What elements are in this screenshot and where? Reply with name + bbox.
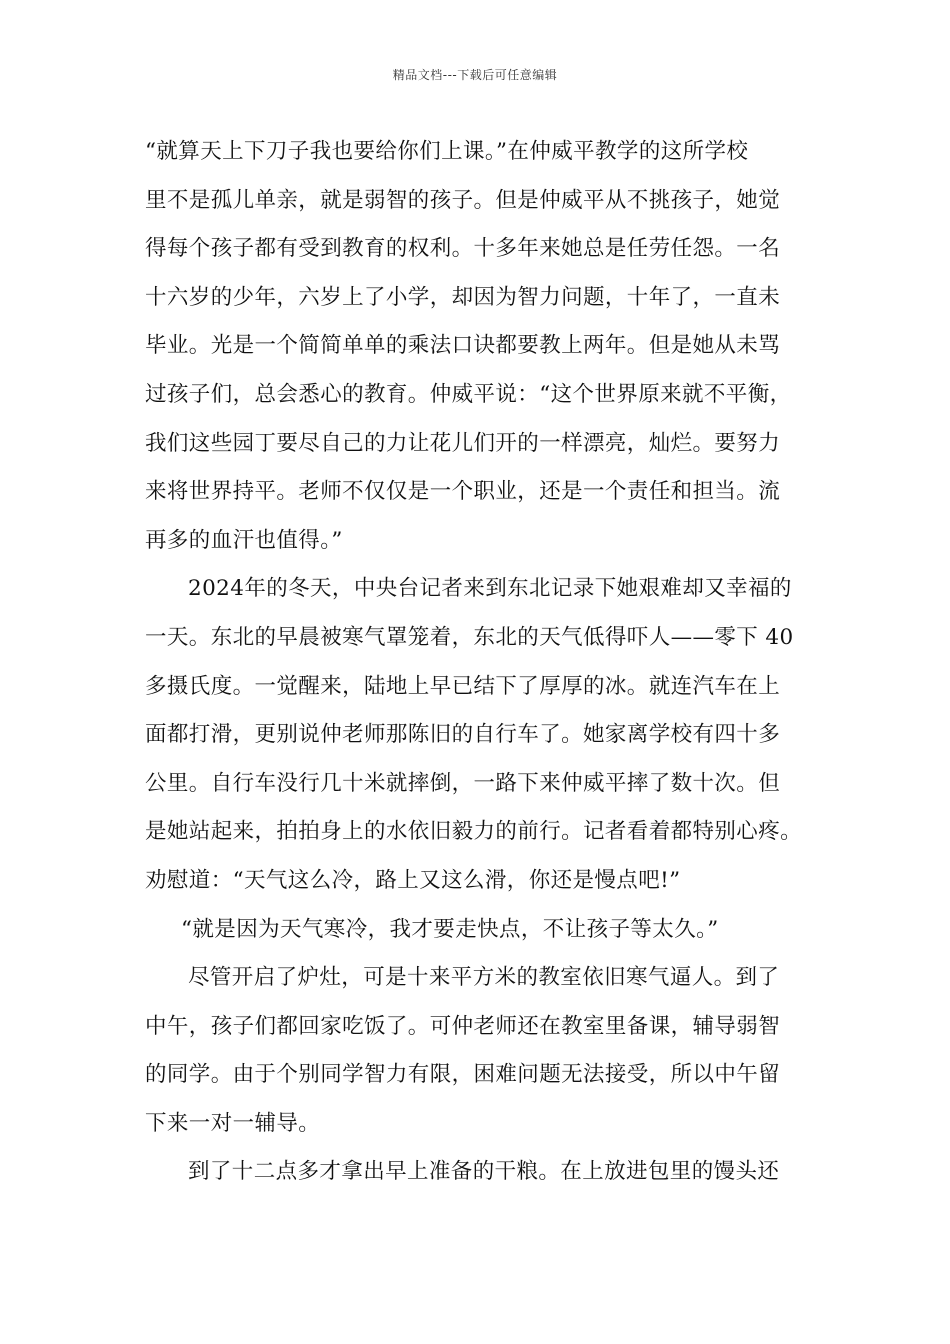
text-line: 过孩子们，总会悉心的教育。仲威平说：“这个世界原来就不平衡，	[145, 381, 792, 407]
text-line: 公里。自行车没行几十米就摔倒，一路下来仲威平摔了数十次。但	[145, 770, 781, 796]
text-line: 劝慰道：“天气这么冷，路上又这么滑，你还是慢点吧!”	[145, 867, 681, 893]
paragraph-start-line: 2024年的冬天，中央台记者来到东北记录下她艰难却又幸福的	[188, 576, 792, 602]
text-line: 我们这些园丁要尽自己的力让花儿们开的一样漂亮，灿烂。要努力	[145, 430, 781, 456]
text-line: 毕业。光是一个简简单单的乘法口诀都要教上两年。但是她从未骂	[145, 333, 781, 359]
text-line: 来将世界持平。老师不仅仅是一个职业，还是一个责任和担当。流	[145, 479, 781, 505]
text-line: 是她站起来，拍拍身上的水依旧毅力的前行。记者看着都特别心疼。	[145, 819, 803, 845]
paragraph-start-line: 到了十二点多才拿出早上准备的干粮。在上放进包里的馒头还	[188, 1159, 780, 1185]
text-line: 面都打滑，更别说仲老师那陈旧的自行车了。她家离学校有四十多	[145, 722, 781, 748]
document-body	[145, 133, 835, 1202]
text-line: 下来一对一辅导。	[145, 1110, 321, 1136]
text-line: 多摄氏度。一觉醒来，陆地上早已结下了厚厚的冰。就连汽车在上	[145, 673, 781, 699]
text-line: “就算天上下刀子我也要给你们上课。”在仲威平教学的这所学校	[145, 139, 749, 164]
paragraph-start-line: 尽管开启了炉灶，可是十来平方米的教室依旧寒气逼人。到了	[188, 965, 780, 991]
text-line: 里不是孤儿单亲，就是弱智的孩子。但是仲威平从不挑孩子，她觉	[145, 187, 781, 213]
text-line: 一天。东北的早晨被寒气罩笼着，东北的天气低得吓人——零下 40	[145, 624, 794, 650]
text-line: 十六岁的少年，六岁上了小学，却因为智力问题，十年了，一直未	[145, 284, 781, 310]
page-header: 精品文档---下载后可任意编辑	[392, 68, 558, 82]
paragraph-start-line: “就是因为天气寒冷，我才要走快点，不让孩子等太久。”	[181, 916, 719, 942]
text-line: 中午，孩子们都回家吃饭了。可仲老师还在教室里备课，辅导弱智	[145, 1013, 781, 1039]
text-line: 的同学。由于个别同学智力有限，困难问题无法接受，所以中午留	[145, 1062, 781, 1088]
text-line: 再多的血汗也值得。”	[145, 527, 343, 553]
text-line: 得每个孩子都有受到教育的权利。十多年来她总是任劳任怨。一名	[145, 236, 781, 262]
